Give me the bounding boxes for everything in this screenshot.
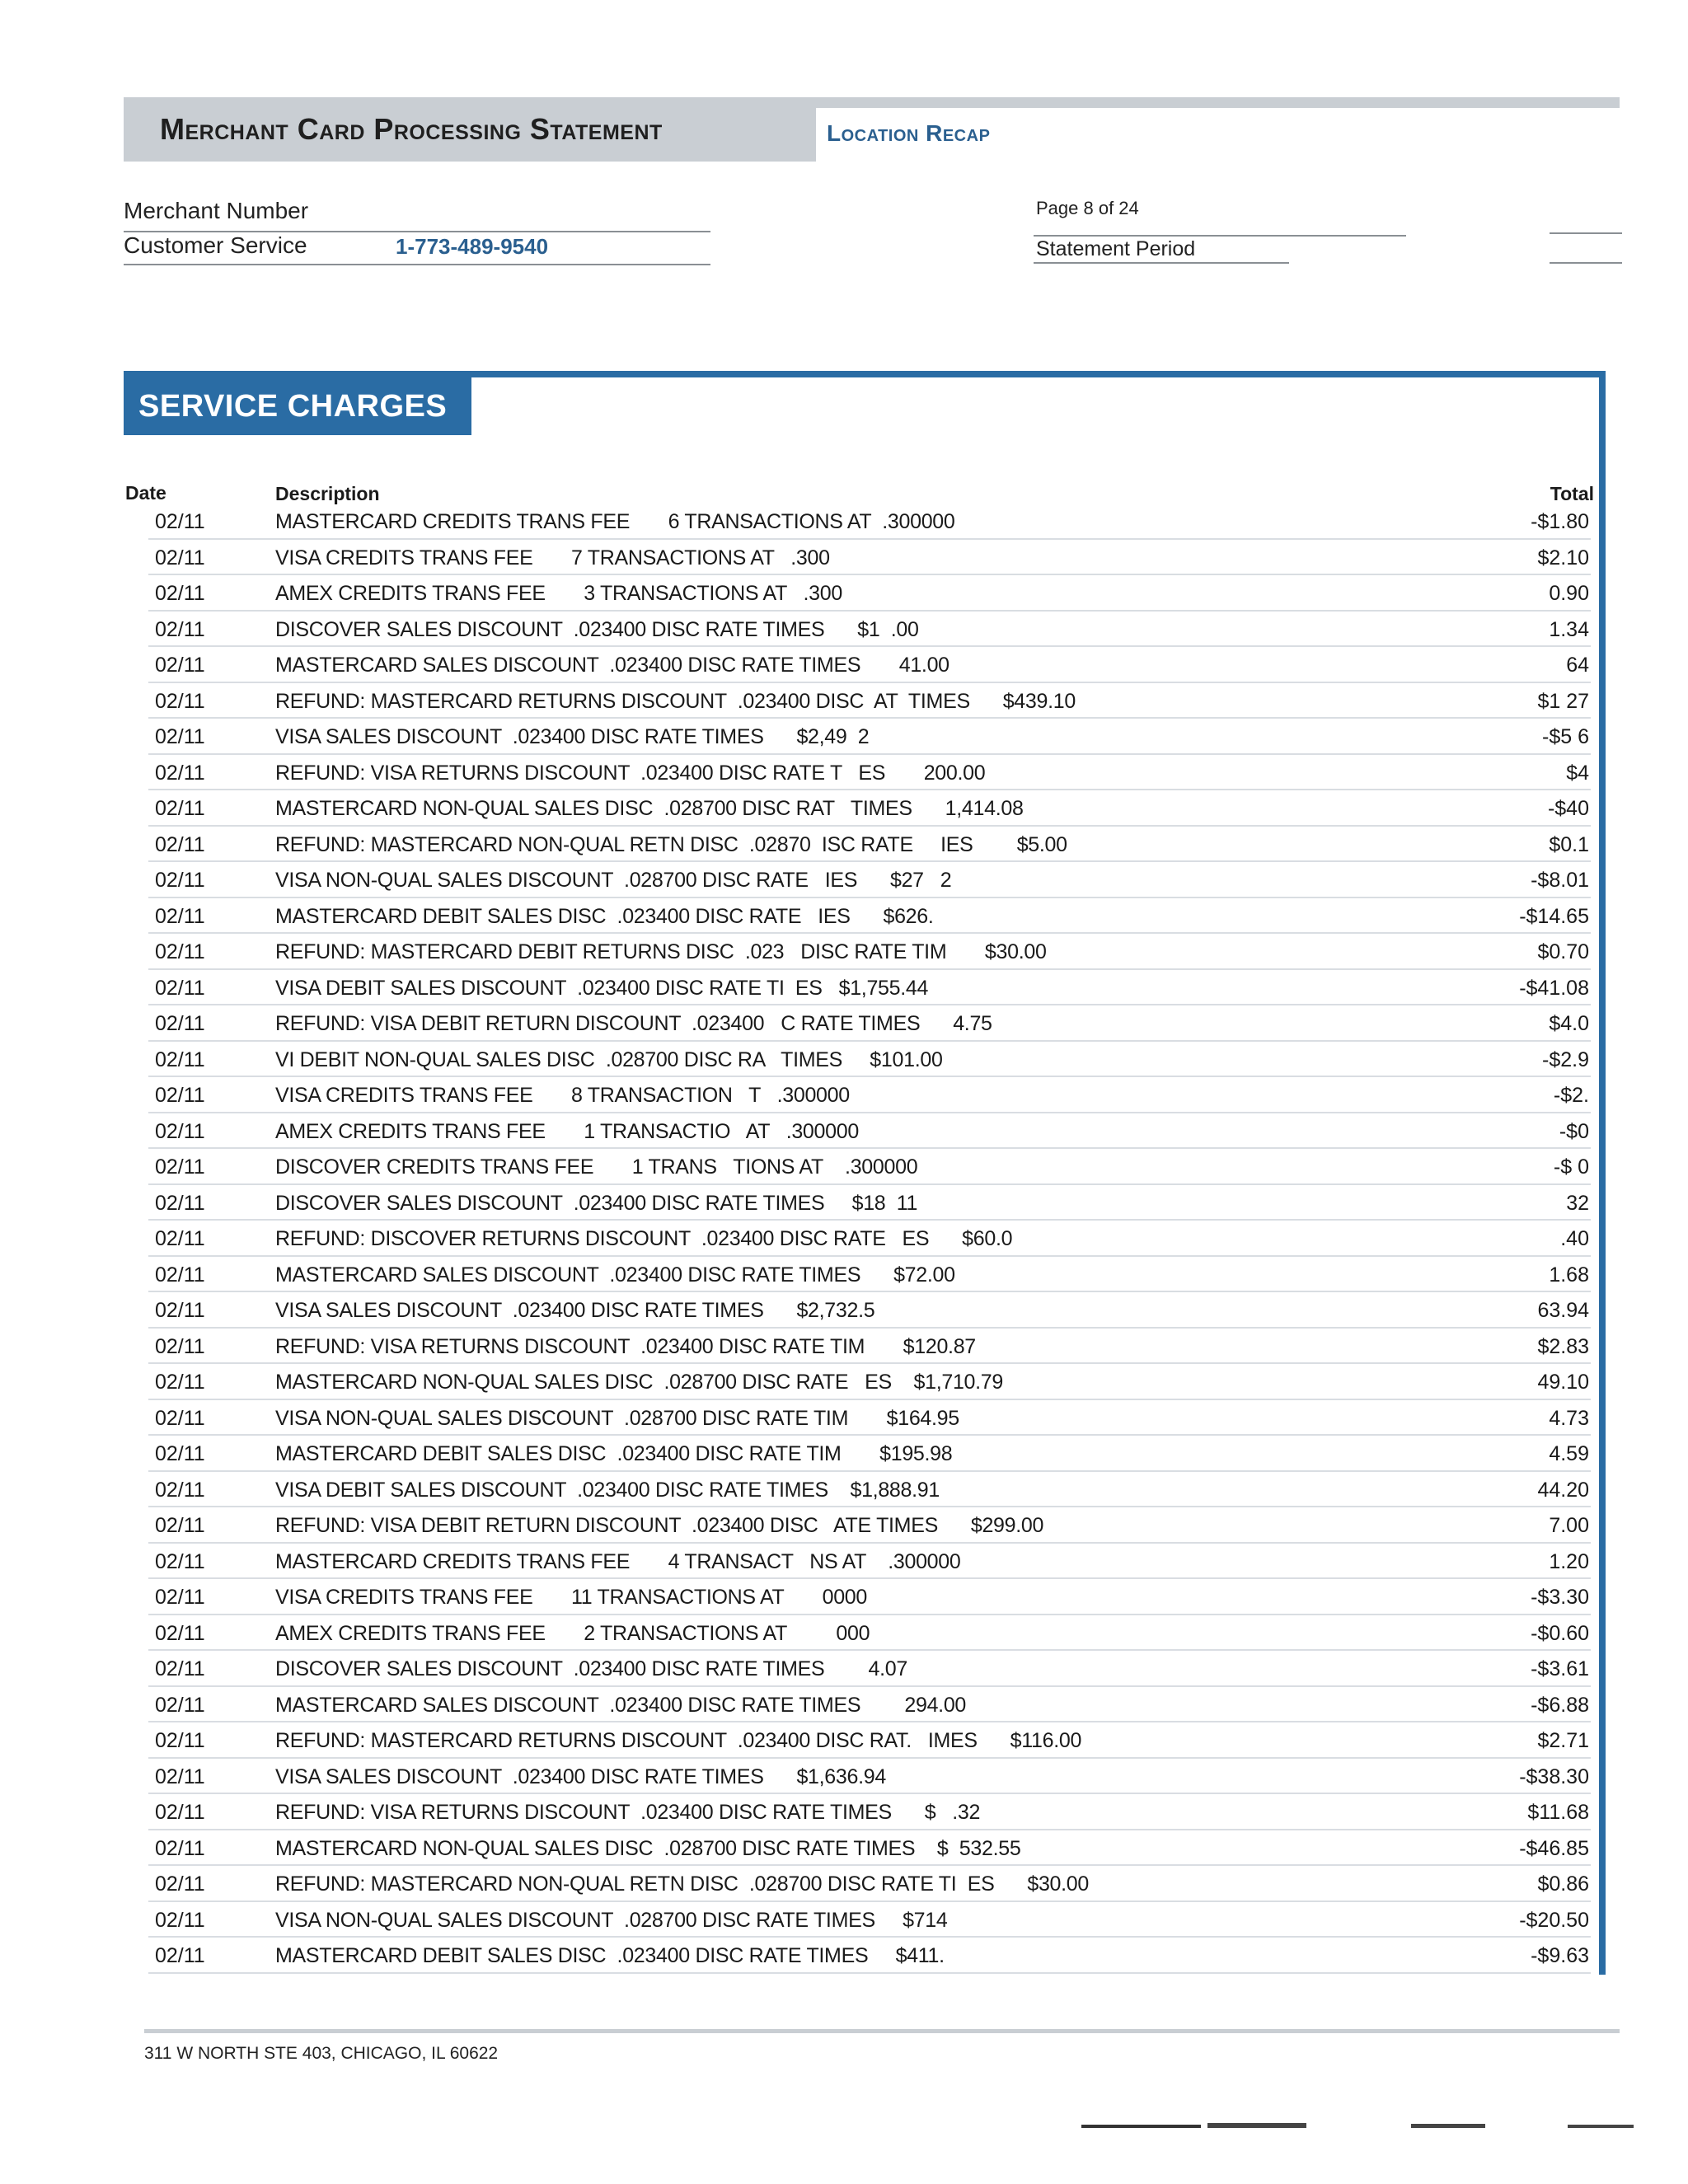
page-number: Page 8 of 24: [1036, 198, 1139, 218]
row-description: VISA NON-QUAL SALES DISCOUNT .028700 DISC RATE TIMES $714: [275, 1908, 948, 1932]
table-row: [124, 1652, 1599, 1689]
table-row: [124, 577, 1599, 613]
row-description: VISA NON-QUAL SALES DISCOUNT .028700 DISC RATE TIM $164.95: [275, 1406, 959, 1430]
footer-rule: [144, 2029, 1620, 2033]
row-description: MASTERCARD CREDITS TRANS FEE 4 TRANSACT NS AT .300000: [275, 1549, 961, 1573]
row-total: $2.83: [1537, 1334, 1589, 1358]
row-description: MASTERCARD SALES DISCOUNT .023400 DISC RATE TIMES 294.00: [275, 1693, 967, 1717]
column-header-description: Description: [275, 483, 380, 504]
row-rule: [148, 825, 1591, 827]
row-total: $1 27: [1537, 689, 1589, 713]
footer-code-mark: [1081, 2125, 1201, 2128]
row-total: -$8.01: [1531, 869, 1589, 892]
table-row: [124, 1760, 1599, 1797]
table-row: [124, 1904, 1599, 1940]
row-rule: [148, 789, 1591, 790]
footer-code-mark-3: [1411, 2124, 1485, 2128]
row-date: 02/11: [155, 1155, 205, 1179]
row-rule: [148, 968, 1591, 970]
row-rule: [148, 574, 1591, 575]
table-row: [124, 1724, 1599, 1760]
row-description: DISCOVER SALES DISCOUNT .023400 DISC RATE TIMES $1 .00: [275, 617, 919, 641]
row-date: 02/11: [155, 654, 205, 677]
row-total: 4.73: [1549, 1406, 1589, 1430]
row-total: 4.59: [1549, 1442, 1589, 1465]
row-description: VISA SALES DISCOUNT .023400 DISC RATE TIMES $2,732.5: [275, 1299, 875, 1322]
table-row: [124, 1617, 1599, 1653]
row-description: REFUND: VISA RETURNS DISCOUNT .023400 DISC RATE TIM $120.87: [275, 1334, 976, 1358]
statement-period-label: Statement Period: [1036, 237, 1196, 260]
row-total: $2.71: [1537, 1729, 1589, 1752]
row-total: 64: [1566, 654, 1589, 677]
row-rule: [148, 1040, 1591, 1042]
column-header-total: Total: [1550, 483, 1594, 504]
row-date: 02/11: [155, 761, 205, 785]
row-rule: [148, 1721, 1591, 1722]
row-date: 02/11: [155, 869, 205, 892]
row-rule: [148, 1936, 1591, 1938]
row-description: REFUND: DISCOVER RETURNS DISCOUNT .023400 DISC RATE ES $60.0: [275, 1227, 1013, 1250]
row-description: DISCOVER SALES DISCOUNT .023400 DISC RATE TIMES 4.07: [275, 1657, 907, 1680]
row-total: -$0: [1559, 1119, 1589, 1143]
row-description: AMEX CREDITS TRANS FEE 1 TRANSACTIO AT .300000: [275, 1119, 859, 1143]
row-description: MASTERCARD SALES DISCOUNT .023400 DISC RATE TIMES $72.00: [275, 1263, 955, 1286]
table-row: [124, 972, 1599, 1008]
row-date: 02/11: [155, 940, 205, 963]
row-date: 02/11: [155, 1801, 205, 1824]
row-date: 02/11: [155, 1371, 205, 1394]
table-row: [124, 649, 1599, 685]
row-total: -$0.60: [1531, 1621, 1589, 1645]
row-date: 02/11: [155, 1944, 205, 1967]
row-date: 02/11: [155, 1729, 205, 1752]
table-row: [124, 1402, 1599, 1438]
table-row: [124, 1545, 1599, 1582]
header-rule: [816, 97, 1620, 108]
row-rule: [148, 682, 1591, 683]
row-total: 44.20: [1537, 1478, 1589, 1502]
row-date: 02/11: [155, 1263, 205, 1286]
row-date: 02/11: [155, 832, 205, 856]
row-total: 63.94: [1537, 1299, 1589, 1322]
table-row: [124, 1330, 1599, 1366]
customer-service-rule: [124, 264, 710, 265]
table-row: [124, 1151, 1599, 1187]
row-description: MASTERCARD NON-QUAL SALES DISC .028700 DISC RAT TIMES 1,414.08: [275, 797, 1024, 820]
row-date: 02/11: [155, 1084, 205, 1107]
row-description: MASTERCARD DEBIT SALES DISC .023400 DISC RATE TIMES $411.: [275, 1944, 945, 1967]
footer-code-mark-4: [1568, 2125, 1634, 2128]
table-row: [124, 1437, 1599, 1474]
table-row: [124, 864, 1599, 900]
row-date: 02/11: [155, 1693, 205, 1717]
row-rule: [148, 1614, 1591, 1615]
row-description: DISCOVER SALES DISCOUNT .023400 DISC RATE TIMES $18 11: [275, 1191, 918, 1215]
row-total: $11.68: [1527, 1801, 1589, 1824]
row-rule: [148, 1577, 1591, 1579]
row-total: $0.70: [1537, 940, 1589, 963]
row-date: 02/11: [155, 617, 205, 641]
row-total: $0.86: [1537, 1872, 1589, 1896]
row-description: DISCOVER CREDITS TRANS FEE 1 TRANS TIONS AT .300000: [275, 1155, 918, 1179]
row-description: VISA SALES DISCOUNT .023400 DISC RATE TIMES $2,49 2: [275, 725, 870, 748]
row-date: 02/11: [155, 1334, 205, 1358]
row-total: -$ 0: [1553, 1155, 1589, 1179]
row-description: MASTERCARD NON-QUAL SALES DISC .028700 DISC RATE ES $1,710.79: [275, 1371, 1004, 1394]
table-row: [124, 935, 1599, 972]
section-label: Location Recap: [827, 120, 991, 146]
table-row: [124, 1939, 1599, 1975]
table-row: [124, 505, 1599, 541]
row-total: -$2.9: [1542, 1047, 1589, 1071]
table-row: [124, 1294, 1599, 1330]
row-description: VISA CREDITS TRANS FEE 11 TRANSACTIONS AT 0000: [275, 1586, 868, 1609]
row-total: -$40: [1547, 797, 1589, 820]
row-date: 02/11: [155, 510, 205, 533]
row-date: 02/11: [155, 582, 205, 605]
row-rule: [148, 1399, 1591, 1400]
row-rule: [148, 1900, 1591, 1902]
service-charges-title: SERVICE CHARGES: [124, 377, 471, 435]
row-rule: [148, 645, 1591, 647]
row-total: 7.00: [1549, 1514, 1589, 1537]
row-description: VI DEBIT NON-QUAL SALES DISC .028700 DISC RA TIMES $101.00: [275, 1047, 943, 1071]
row-rule: [148, 1327, 1591, 1329]
table-row: [124, 613, 1599, 649]
row-total: .40: [1560, 1227, 1589, 1250]
table-row: [124, 541, 1599, 578]
row-date: 02/11: [155, 904, 205, 928]
row-date: 02/11: [155, 1621, 205, 1645]
row-rule: [148, 1112, 1591, 1113]
statement-period-rule: [1034, 262, 1289, 264]
table-row: [124, 1581, 1599, 1617]
row-total: 32: [1566, 1191, 1589, 1215]
row-total: $2.10: [1537, 546, 1589, 569]
row-total: -$6.88: [1531, 1693, 1589, 1717]
row-description: REFUND: MASTERCARD NON-QUAL RETN DISC .028700 DISC RATE TI ES $30.00: [275, 1872, 1090, 1896]
row-rule: [148, 1147, 1591, 1149]
footer-code-mark-2: [1207, 2123, 1306, 2128]
row-total: -$14.65: [1519, 904, 1589, 928]
row-rule: [148, 1793, 1591, 1794]
row-rule: [148, 897, 1591, 898]
row-description: MASTERCARD NON-QUAL SALES DISC .028700 DISC RATE TIMES $ 532.55: [275, 1836, 1021, 1860]
row-rule: [148, 1076, 1591, 1077]
row-total: 1.68: [1549, 1263, 1589, 1286]
row-rule: [148, 1219, 1591, 1221]
row-total: 49.10: [1537, 1371, 1589, 1394]
table-row: [124, 1796, 1599, 1832]
row-total: -$46.85: [1519, 1836, 1589, 1860]
row-total: -$5 6: [1542, 725, 1589, 748]
row-total: -$1.80: [1531, 510, 1589, 533]
row-rule: [148, 717, 1591, 719]
row-rule: [148, 1291, 1591, 1292]
table-row: [124, 757, 1599, 793]
table-row: [124, 1007, 1599, 1043]
row-description: REFUND: VISA DEBIT RETURN DISCOUNT .023400 DISC ATE TIMES $299.00: [275, 1514, 1044, 1537]
row-rule: [148, 753, 1591, 755]
row-total: $4: [1566, 761, 1589, 785]
row-date: 02/11: [155, 546, 205, 569]
footer-address: 311 W NORTH STE 403, CHICAGO, IL 60622: [144, 2044, 499, 2063]
table-row: [124, 1689, 1599, 1725]
row-total: $4.0: [1549, 1012, 1589, 1035]
customer-service-phone: 1-773-489-9540: [396, 234, 549, 259]
row-description: VISA NON-QUAL SALES DISCOUNT .028700 DISC RATE IES $27 2: [275, 869, 952, 892]
table-row: [124, 1832, 1599, 1868]
row-rule: [148, 1649, 1591, 1651]
row-total: -$9.63: [1531, 1944, 1589, 1967]
row-description: AMEX CREDITS TRANS FEE 3 TRANSACTIONS AT .300: [275, 582, 842, 605]
row-date: 02/11: [155, 1908, 205, 1932]
period-end-rule-1: [1550, 232, 1622, 234]
row-description: REFUND: MASTERCARD RETURNS DISCOUNT .023400 DISC RAT. IMES $116.00: [275, 1729, 1082, 1752]
table-row: [124, 792, 1599, 828]
row-date: 02/11: [155, 689, 205, 713]
column-header-date: Date: [125, 482, 166, 504]
row-rule: [148, 1685, 1591, 1687]
row-total: 1.34: [1549, 617, 1589, 641]
row-date: 02/11: [155, 1227, 205, 1250]
row-total: 1.20: [1549, 1549, 1589, 1573]
row-rule: [148, 1757, 1591, 1759]
row-date: 02/11: [155, 1191, 205, 1215]
table-row: [124, 1868, 1599, 1904]
row-description: AMEX CREDITS TRANS FEE 2 TRANSACTIONS AT 000: [275, 1621, 870, 1645]
row-date: 02/11: [155, 976, 205, 1000]
row-description: VISA DEBIT SALES DISCOUNT .023400 DISC RATE TIMES $1,888.91: [275, 1478, 940, 1502]
row-description: REFUND: MASTERCARD NON-QUAL RETN DISC .02870 ISC RATE IES $5.00: [275, 832, 1067, 856]
statement-title: Merchant Card Processing Statement: [124, 97, 816, 162]
table-row: [124, 1474, 1599, 1510]
table-row: [124, 1366, 1599, 1402]
row-rule: [148, 1864, 1591, 1866]
table-row: [124, 900, 1599, 936]
row-rule: [148, 1972, 1591, 1974]
row-date: 02/11: [155, 1657, 205, 1680]
row-description: VISA DEBIT SALES DISCOUNT .023400 DISC RATE TI ES $1,755.44: [275, 976, 929, 1000]
row-date: 02/11: [155, 1299, 205, 1322]
row-rule: [148, 1542, 1591, 1544]
row-total: -$3.30: [1531, 1586, 1589, 1609]
row-rule: [148, 932, 1591, 934]
row-date: 02/11: [155, 797, 205, 820]
row-date: 02/11: [155, 1047, 205, 1071]
row-description: VISA CREDITS TRANS FEE 7 TRANSACTIONS AT .300: [275, 546, 830, 569]
table-row: [124, 685, 1599, 721]
row-rule: [148, 860, 1591, 862]
table-row: [124, 1187, 1599, 1223]
table-row: [124, 1222, 1599, 1258]
row-date: 02/11: [155, 1514, 205, 1537]
row-description: REFUND: MASTERCARD RETURNS DISCOUNT .023400 DISC AT TIMES $439.10: [275, 689, 1076, 713]
row-description: REFUND: VISA DEBIT RETURN DISCOUNT .023400 C RATE TIMES 4.75: [275, 1012, 992, 1035]
table-row: [124, 1509, 1599, 1545]
row-date: 02/11: [155, 1478, 205, 1502]
table-row: [124, 828, 1599, 865]
row-date: 02/11: [155, 1442, 205, 1465]
row-rule: [148, 1255, 1591, 1257]
table-row: [124, 1079, 1599, 1115]
row-date: 02/11: [155, 1586, 205, 1609]
merchant-number-label: Merchant Number: [124, 198, 309, 223]
row-description: REFUND: VISA RETURNS DISCOUNT .023400 DISC RATE TIMES $ .32: [275, 1801, 981, 1824]
row-description: VISA SALES DISCOUNT .023400 DISC RATE TIMES $1,636.94: [275, 1765, 886, 1788]
row-date: 02/11: [155, 1119, 205, 1143]
page-rule: [1034, 235, 1406, 237]
row-description: MASTERCARD CREDITS TRANS FEE 6 TRANSACTIONS AT .300000: [275, 510, 955, 533]
row-rule: [148, 1470, 1591, 1472]
period-end-rule-2: [1550, 262, 1622, 264]
row-rule: [148, 1434, 1591, 1436]
row-rule: [148, 1829, 1591, 1830]
table-row: [124, 1258, 1599, 1295]
row-description: REFUND: MASTERCARD DEBIT RETURNS DISC .023 DISC RATE TIM $30.00: [275, 940, 1047, 963]
row-rule: [148, 1004, 1591, 1005]
row-total: 0.90: [1549, 582, 1589, 605]
row-total: $0.1: [1549, 832, 1589, 856]
row-date: 02/11: [155, 1549, 205, 1573]
row-description: MASTERCARD DEBIT SALES DISC .023400 DISC RATE TIM $195.98: [275, 1442, 953, 1465]
row-description: VISA CREDITS TRANS FEE 8 TRANSACTION T .300000: [275, 1084, 850, 1107]
row-description: MASTERCARD DEBIT SALES DISC .023400 DISC RATE IES $626.: [275, 904, 934, 928]
row-date: 02/11: [155, 725, 205, 748]
table-row: [124, 1115, 1599, 1151]
row-rule: [148, 1362, 1591, 1364]
row-rule: [148, 1506, 1591, 1507]
row-total: -$2.: [1553, 1084, 1589, 1107]
row-rule: [148, 538, 1591, 540]
row-total: -$3.61: [1531, 1657, 1589, 1680]
table-row: [124, 1043, 1599, 1080]
customer-service-label: Customer Service: [124, 232, 307, 258]
row-date: 02/11: [155, 1765, 205, 1788]
table-row: [124, 720, 1599, 757]
row-description: REFUND: VISA RETURNS DISCOUNT .023400 DISC RATE T ES 200.00: [275, 761, 986, 785]
row-date: 02/11: [155, 1872, 205, 1896]
row-total: -$38.30: [1519, 1765, 1589, 1788]
row-total: -$20.50: [1519, 1908, 1589, 1932]
row-total: -$41.08: [1519, 976, 1589, 1000]
row-description: MASTERCARD SALES DISCOUNT .023400 DISC RATE TIMES 41.00: [275, 654, 950, 677]
row-rule: [148, 610, 1591, 612]
row-date: 02/11: [155, 1836, 205, 1860]
row-rule: [148, 1183, 1591, 1185]
row-date: 02/11: [155, 1012, 205, 1035]
row-date: 02/11: [155, 1406, 205, 1430]
